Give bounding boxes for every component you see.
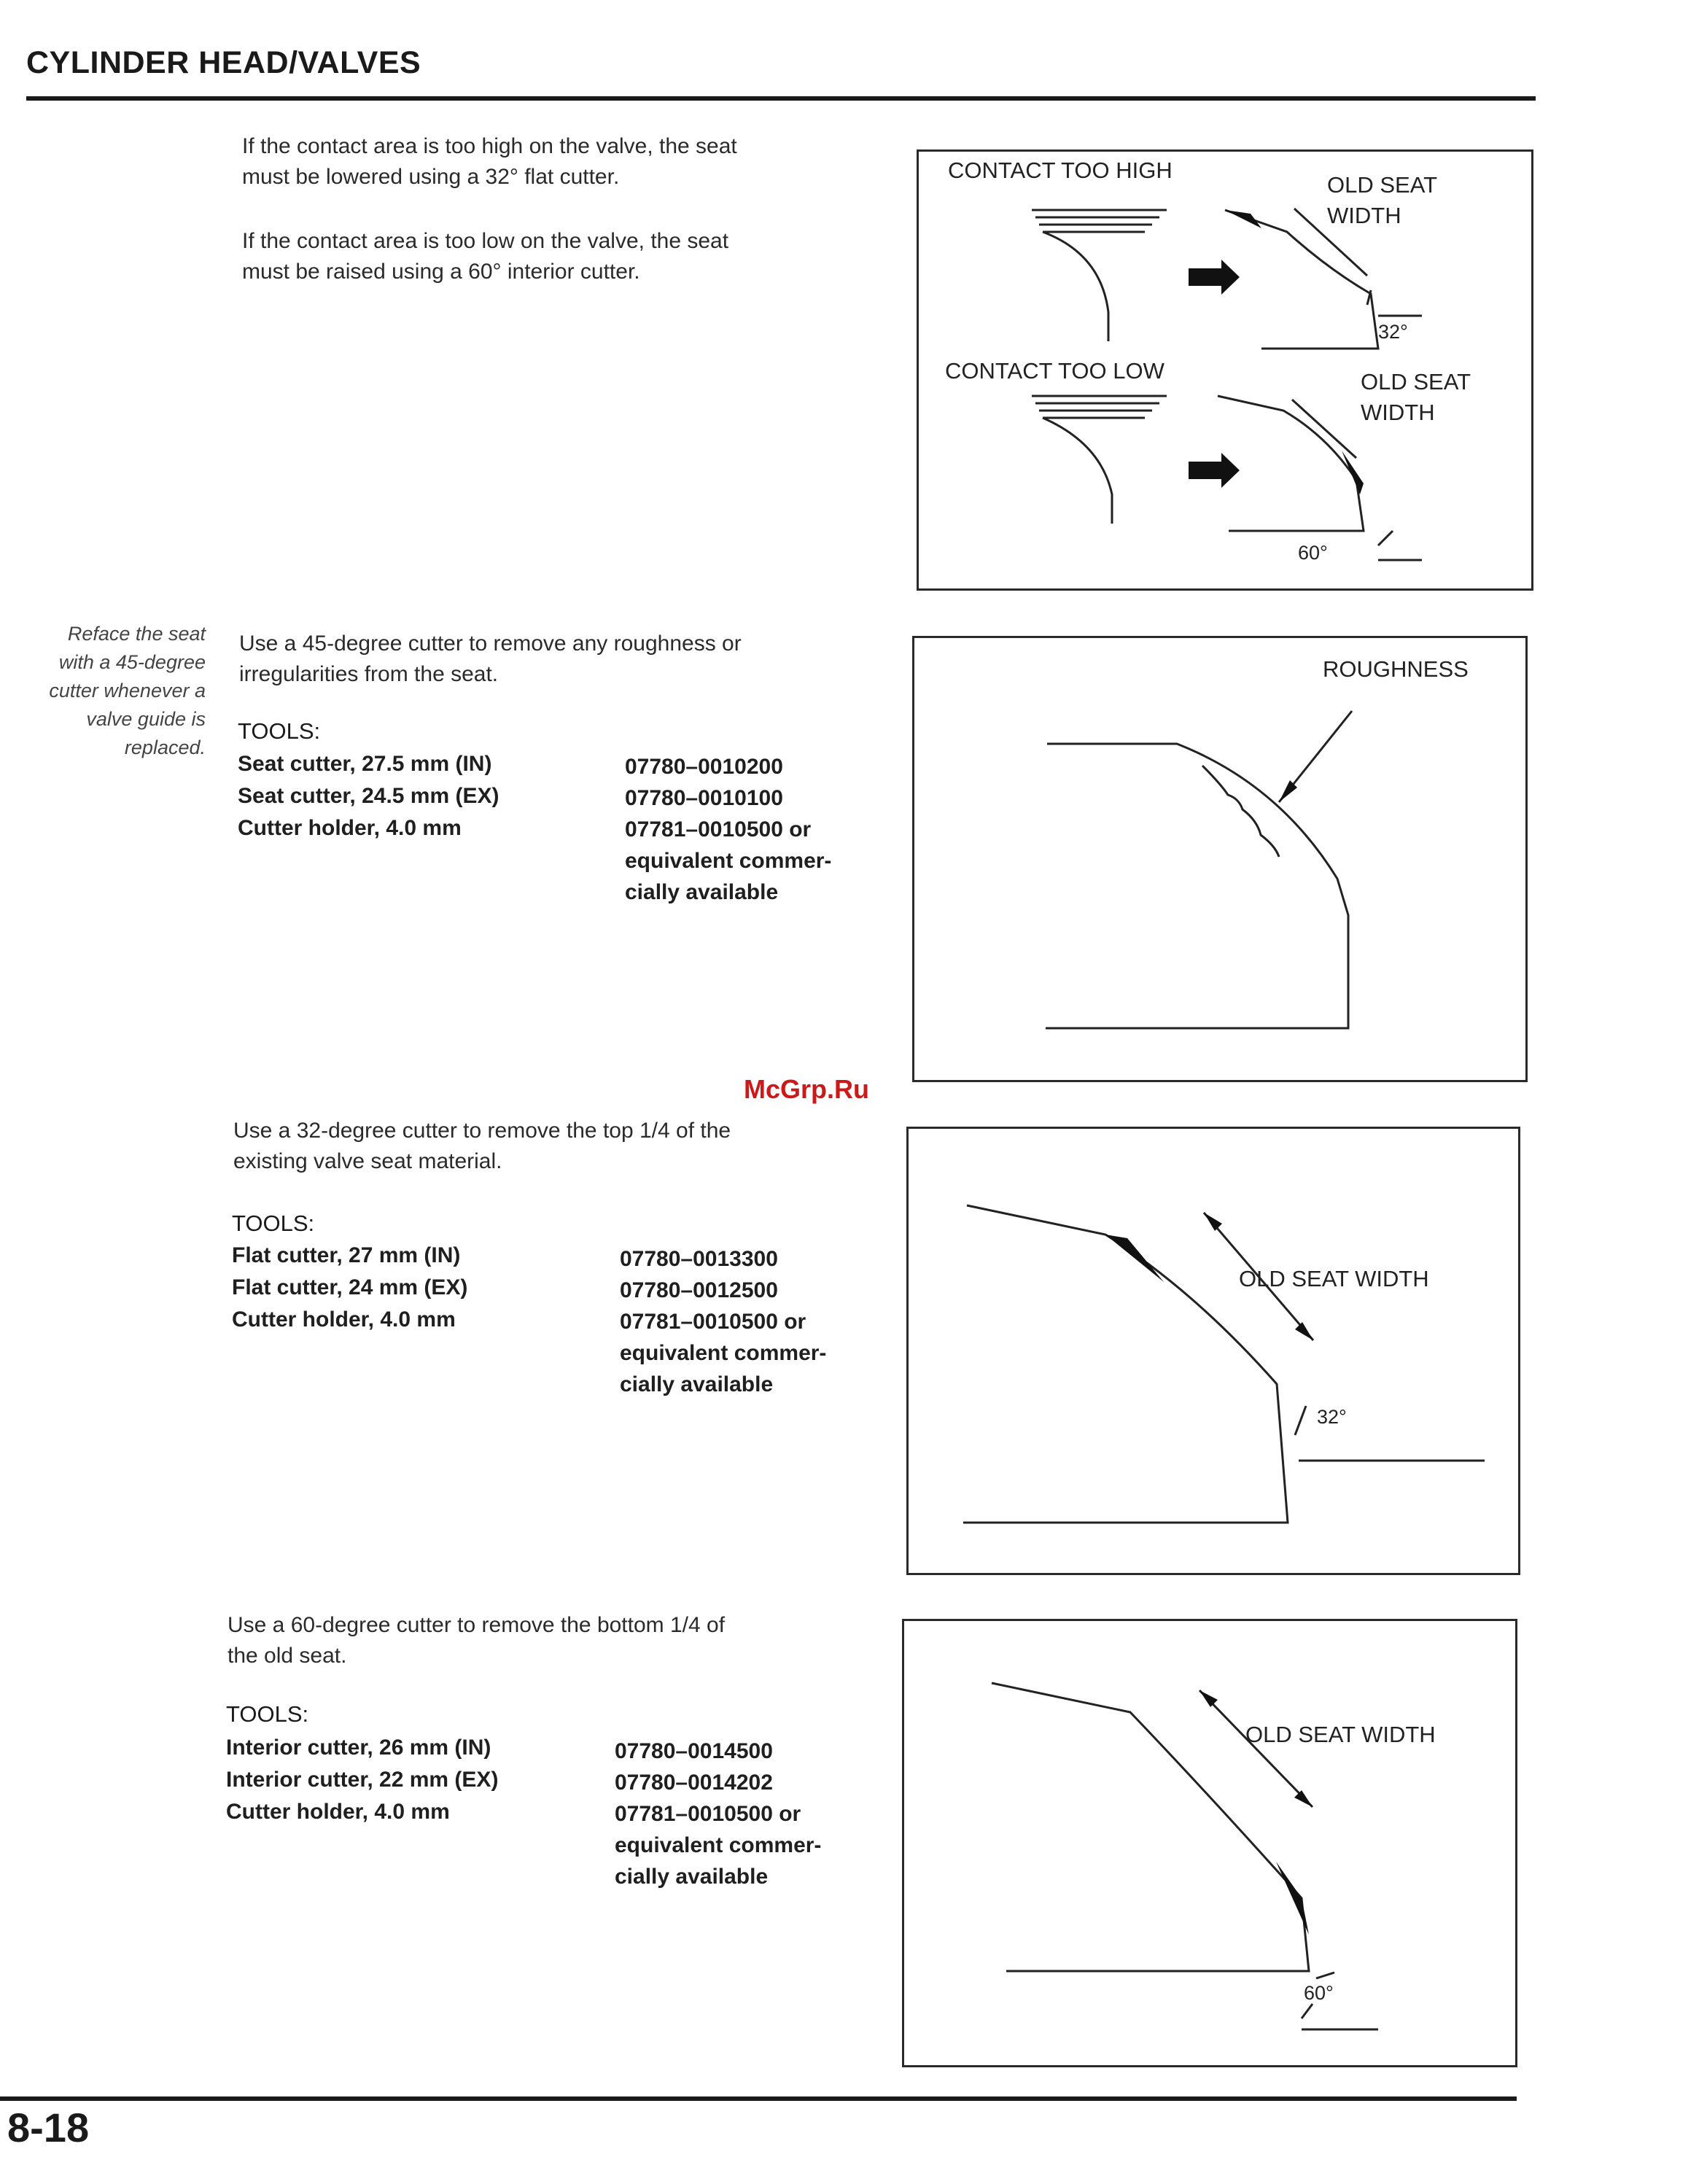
tool-number: 07780–0010200: [625, 755, 783, 779]
figure-roughness: [912, 636, 1528, 1082]
tool-item: Interior cutter, 22 mm (EX): [226, 1768, 499, 1792]
tool-item: Cutter holder, 4.0 mm: [238, 816, 462, 840]
tool-number: 07781–0010500 or: [620, 1310, 806, 1334]
label-old-seat-width: OLD SEAT WIDTH: [1245, 1722, 1436, 1747]
tool-number: equivalent commer-: [620, 1341, 827, 1365]
section3-text: [233, 1116, 890, 1177]
section2-text: [239, 629, 895, 690]
label-old-seat-width: [1327, 170, 1437, 231]
tool-numbers: [615, 1736, 821, 1892]
tool-number: cially available: [615, 1865, 769, 1889]
text-line: existing valve seat material.: [233, 1149, 502, 1173]
text-line: replaced.: [124, 737, 206, 758]
tool-number: equivalent commer-: [625, 849, 832, 873]
side-note: [15, 620, 206, 762]
figure-contact-high-low: [917, 149, 1533, 591]
angle-label-32: 32°: [1378, 321, 1408, 343]
footer-divider: [0, 2096, 1517, 2101]
watermark: McGrp.Ru: [744, 1074, 870, 1104]
text-line: with a 45-degree: [58, 651, 206, 673]
roughness-diagram-svg: [914, 638, 1530, 1084]
text-line: WIDTH: [1361, 400, 1435, 425]
text-line: If the contact area is too high on the valve, the seat: [242, 134, 737, 158]
angle-label-60: 60°: [1298, 542, 1328, 564]
tools-list: [232, 1240, 467, 1336]
label-old-seat-width: OLD SEAT WIDTH: [1239, 1266, 1429, 1291]
label-contact-too-low: CONTACT TOO LOW: [945, 358, 1164, 384]
tool-item: Cutter holder, 4.0 mm: [226, 1800, 450, 1824]
tool-numbers: [620, 1243, 826, 1400]
cutter-32-diagram-svg: [909, 1129, 1523, 1577]
text-line: cutter whenever a: [49, 680, 206, 702]
section1-para1: [242, 131, 898, 193]
label-old-seat-width: [1361, 367, 1471, 428]
tool-number: 07780–0014202: [615, 1771, 773, 1795]
text-line: Use a 32-degree cutter to remove the top 1/4 of the: [233, 1119, 731, 1143]
text-line: Reface the seat: [67, 623, 206, 645]
header-divider: [26, 96, 1536, 101]
tool-number: 07780–0013300: [620, 1247, 778, 1271]
text-line: Use a 45-degree cutter to remove any roughness or: [239, 632, 742, 656]
tool-item: Flat cutter, 24 mm (EX): [232, 1275, 468, 1299]
tool-number: cially available: [620, 1372, 774, 1396]
cutter-60-diagram-svg: [904, 1621, 1520, 2070]
tool-number: 07781–0010500 or: [625, 817, 812, 842]
text-line: OLD SEAT: [1361, 369, 1471, 395]
section1-para2: [242, 226, 898, 287]
text-line: WIDTH: [1327, 203, 1401, 228]
text-line: must be lowered using a 32° flat cutter.: [242, 165, 620, 189]
tool-item: Flat cutter, 27 mm (IN): [232, 1243, 461, 1267]
text-line: OLD SEAT: [1327, 172, 1438, 198]
label-contact-too-high: CONTACT TOO HIGH: [948, 158, 1173, 183]
text-line: the old seat.: [228, 1644, 347, 1668]
tool-number: 07780–0010100: [625, 786, 783, 810]
text-line: irregularities from the seat.: [239, 662, 499, 686]
tools-heading: TOOLS:: [238, 718, 321, 744]
tool-number: 07780–0014500: [615, 1739, 773, 1763]
text-line: Use a 60-degree cutter to remove the bottom 1/4 of: [228, 1613, 726, 1637]
page-title: CYLINDER HEAD/VALVES: [26, 45, 421, 80]
tool-number: 07781–0010500 or: [615, 1802, 801, 1826]
tools-list: [226, 1732, 498, 1828]
tool-item: Interior cutter, 26 mm (IN): [226, 1736, 491, 1760]
tools-list: [238, 748, 499, 844]
section4-text: [228, 1610, 884, 1671]
tool-item: Seat cutter, 24.5 mm (EX): [238, 784, 499, 808]
tool-item: Seat cutter, 27.5 mm (IN): [238, 752, 492, 776]
text-line: If the contact area is too low on the valve, the seat: [242, 229, 729, 253]
figure-60-degree: [902, 1619, 1517, 2067]
angle-label-32: 32°: [1317, 1406, 1347, 1428]
figure-32-degree: [906, 1127, 1520, 1575]
tool-number: cially available: [625, 880, 779, 904]
text-line: valve guide is: [86, 708, 206, 730]
tools-heading: TOOLS:: [226, 1701, 309, 1727]
text-line: must be raised using a 60° interior cutter.: [242, 260, 640, 284]
tool-item: Cutter holder, 4.0 mm: [232, 1307, 456, 1332]
label-roughness: ROUGHNESS: [1323, 656, 1469, 682]
angle-label-60: 60°: [1304, 1982, 1334, 2004]
tool-number: 07780–0012500: [620, 1278, 778, 1302]
tools-heading: TOOLS:: [232, 1210, 315, 1236]
page-number: 8-18: [7, 2105, 90, 2150]
tool-numbers: [625, 751, 831, 908]
tool-number: equivalent commer-: [615, 1833, 822, 1857]
